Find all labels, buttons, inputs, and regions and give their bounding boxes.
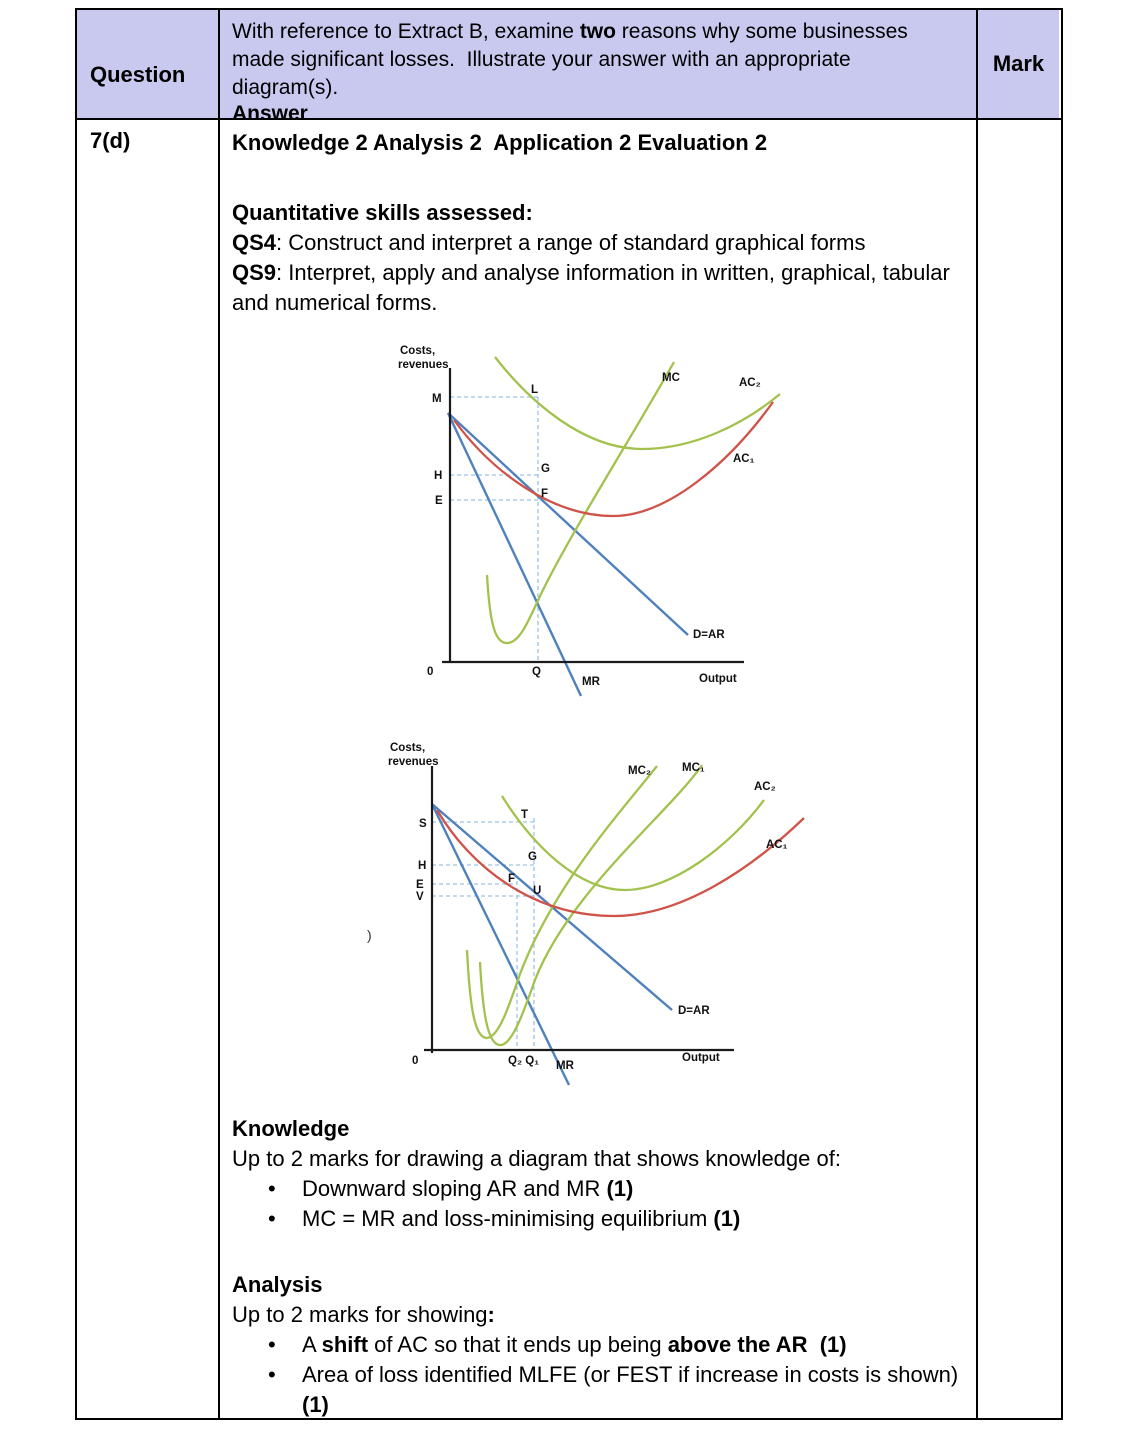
label-AC2: AC₂ [754,781,776,793]
qs9-line [232,258,960,318]
knowledge-bullet-1-mark: (1) [606,1176,634,1201]
qs9-code: QS9 [232,260,277,285]
label-MC: MC [662,372,680,384]
mark-value-cell [978,120,1059,1418]
question-text-part2: reasons why some businesses made significant losses. Illustrate your answer with an appropriate diagram(s). [232,20,914,99]
label-F: F [541,488,549,500]
mark-header-cell [978,10,1059,118]
label-G: G [528,851,537,863]
label-MR: MR [582,676,600,688]
mc-curve [487,362,674,643]
label-D-AR: D=AR [678,1005,710,1017]
bullet-icon [268,1360,302,1420]
y-axis-title-line2: revenues [398,359,449,371]
knowledge-bullet-2-mark: (1) [713,1206,741,1231]
label-AC1: AC₁ [766,839,788,851]
label-L: L [531,384,539,396]
label-H: H [418,860,427,872]
mc2-curve [467,766,657,1038]
y-axis-title-line1: Costs, [390,742,426,754]
question-text-cell [220,10,978,125]
qs4-line [232,228,960,258]
ac1-curve [437,810,804,916]
knowledge-heading: Knowledge [232,1116,350,1141]
analysis-bullet-1-bold1: shift [321,1332,369,1357]
label-H: H [434,470,443,482]
analysis-intro-colon: : [487,1302,495,1327]
answer-label: Answer [232,102,308,125]
analysis-bullet-2-text: Area of loss identified MLFE (or FEST if increase in costs is shown) [302,1362,965,1387]
demand-ar-line [448,413,688,635]
analysis-bullet-1-part1: A [302,1332,322,1357]
question-text-bold: two [579,20,616,43]
mark-scheme-table [75,8,1063,1420]
label-U: U [533,885,542,897]
mr-line [432,804,569,1085]
x-axis-title: Output [682,1052,720,1064]
label-MR: MR [556,1060,574,1072]
bullet-icon [268,1174,302,1204]
label-E: E [416,879,424,891]
origin-label: 0 [412,1055,419,1067]
label-T: T [521,809,529,821]
diagram-2-ac-shift-diagram [362,738,812,1094]
qs4-text: : Construct and interpret a range of standard graphical forms [276,230,866,255]
label-D-AR: D=AR [693,629,725,641]
x-axis-title: Output [699,673,737,685]
table-header-row [77,10,1061,125]
question-number-cell [77,120,220,1418]
label-AC1: AC₁ [733,453,755,465]
diagram-1-loss-diagram [392,340,787,702]
analysis-bullet-1 [232,1330,960,1360]
analysis-bullet-1-space [807,1332,819,1357]
knowledge-bullet-1 [232,1174,960,1204]
label-V: V [416,891,424,903]
answer-row [77,118,1061,1418]
y-axis-title-line1: Costs, [400,345,436,357]
analysis-bullet-2-mark: (1) [302,1392,329,1417]
knowledge-bullet-1-text: Downward sloping AR and MR [302,1176,607,1201]
qs4-code: QS4 [232,230,277,255]
origin-label: 0 [427,666,434,678]
question-number: 7(d) [90,128,131,153]
label-S: S [419,818,427,830]
analysis-bullet-1-part2: of AC so that it ends up being [368,1332,668,1357]
label-MC1: MC₁ [682,762,705,774]
label-Q2-Q1: Q₂ Q₁ [508,1055,539,1067]
qs9-text: : Interpret, apply and analyse information in written, graphical, tabular and numerical forms. [232,260,950,315]
question-text [232,18,962,102]
stray-parenthesis-mark: ) [367,927,372,943]
knowledge-bullet-2-text: MC = MR and loss-minimising equilibrium [302,1206,714,1231]
quant-skills-heading: Quantitative skills assessed: [232,200,533,225]
mark-label: Mark [992,51,1045,76]
label-E: E [435,495,443,507]
mc1-curve [480,765,702,1045]
ac1-curve [454,402,773,516]
label-F: F [508,873,516,885]
knowledge-intro: Up to 2 marks for drawing a diagram that shows knowledge of: [232,1146,841,1171]
question-text-part1: With reference to Extract B, examine [232,20,580,43]
bullet-icon [268,1204,302,1234]
analysis-intro [232,1300,960,1330]
answer-cell [220,120,978,1418]
analysis-bullet-1-mark: (1) [819,1332,847,1357]
label-MC2: MC₂ [628,765,651,777]
label-G: G [541,463,550,475]
analysis-bullet-1-bold2: above the AR [667,1332,808,1357]
skills-summary-line: Knowledge 2 Analysis 2 Application 2 Evaluation 2 [232,130,768,155]
analysis-bullet-2 [232,1360,965,1420]
question-header-cell [77,10,220,118]
analysis-intro-text: Up to 2 marks for showing [232,1302,488,1327]
y-axis-title-line2: revenues [388,756,439,768]
analysis-heading: Analysis [232,1272,323,1297]
bullet-icon [268,1330,302,1360]
knowledge-bullet-2 [232,1204,960,1234]
label-Q: Q [532,666,541,678]
label-AC2: AC₂ [739,377,761,389]
question-label: Question [90,62,186,87]
label-M: M [432,393,442,405]
